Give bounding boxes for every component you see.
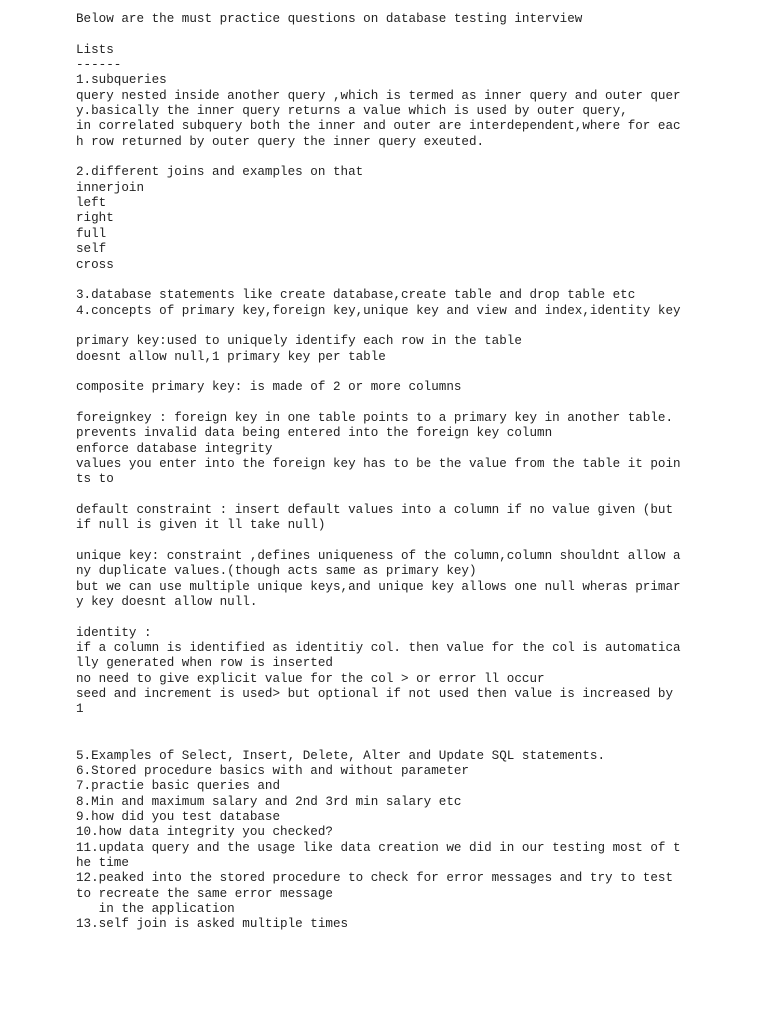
doc-line <box>76 150 756 165</box>
doc-line: left <box>76 196 107 211</box>
doc-line: default constraint : insert default values into a column if no value given (but <box>76 503 674 517</box>
doc-line: 8.Min and maximum salary and 2nd 3rd min salary etc <box>76 794 462 809</box>
doc-line: 7.practie basic queries and <box>76 779 281 794</box>
doc-line: composite primary key: is made of 2 or more columns <box>76 380 462 395</box>
doc-line: if a column is identified as identitiy col. then value for the col is automatica <box>76 641 681 656</box>
doc-line: 11.updata query and the usage like data creation we did in our testing most of t <box>76 840 681 855</box>
doc-line: 2.different joins and examples on that <box>76 165 364 180</box>
doc-line: primary key:used to uniquely identify each row in the table <box>76 334 522 349</box>
doc-line: right <box>76 211 114 226</box>
doc-line <box>76 319 756 334</box>
doc-line: 1.subqueries <box>76 73 167 88</box>
doc-line <box>76 718 756 733</box>
doc-line: innerjoin <box>76 180 145 195</box>
doc-line: no need to give explicit value for the col > or error ll occur <box>76 671 545 686</box>
doc-line: cross <box>76 257 114 272</box>
doc-line: 6.Stored procedure basics with and without parameter <box>76 763 469 778</box>
doc-line: query nested inside another query ,which is termed as inner query and outer quer <box>76 88 681 103</box>
doc-line <box>76 273 756 288</box>
doc-line: foreignkey : foreign key in one table points to a primary key in another table. <box>76 410 674 425</box>
doc-line: but we can use multiple unique keys,and unique key allows one null wheras primar <box>76 579 681 594</box>
doc-line: lly generated when row is inserted <box>76 656 333 671</box>
doc-line: h row returned by outer query the inner query exeuted. <box>76 134 485 149</box>
doc-line: 10.how data integrity you checked? <box>76 825 333 840</box>
doc-line: ny duplicate values.(though acts same as primary key) <box>76 564 477 579</box>
doc-line: in correlated subquery both the inner and outer are interdependent,where for eac <box>76 119 681 134</box>
doc-line: to recreate the same error message <box>76 886 333 901</box>
doc-line: 4.concepts of primary key,foreign key,unique key and view and index,identity key <box>76 303 681 318</box>
doc-line: Lists <box>76 42 114 57</box>
doc-line <box>76 27 756 42</box>
doc-line: prevents invalid data being entered into the foreign key column <box>76 426 553 441</box>
doc-line: 5.Examples of Select, Insert, Delete, Alter and Update SQL statements. <box>76 748 606 763</box>
doc-line: in the application <box>76 901 235 916</box>
doc-line <box>76 488 756 503</box>
doc-line <box>76 610 756 625</box>
doc-line: 9.how did you test database <box>76 809 281 824</box>
doc-line: self <box>76 242 107 257</box>
doc-line: ts to <box>76 472 114 487</box>
doc-line: if null is given it ll take null) <box>76 518 326 533</box>
doc-line: y.basically the inner query returns a value which is used by outer query, <box>76 104 628 119</box>
doc-line: 1 <box>76 702 84 717</box>
doc-line: unique key: constraint ,defines uniqueness of the column,column shouldnt allow a <box>76 549 681 564</box>
doc-line <box>76 733 756 748</box>
doc-line: ------ <box>76 58 122 73</box>
doc-line: seed and increment is used> but optional if not used then value is increased by <box>76 687 674 702</box>
doc-line: enforce database integrity <box>76 441 273 456</box>
doc-line: full <box>76 226 107 241</box>
doc-line: 12.peaked into the stored procedure to check for error messages and try to test <box>76 871 674 886</box>
doc-line: Below are the must practice questions on database testing interview <box>76 12 583 26</box>
doc-line <box>76 534 756 549</box>
doc-line: y key doesnt allow null. <box>76 595 258 610</box>
doc-line <box>76 396 756 411</box>
doc-line: 13.self join is asked multiple times <box>76 917 349 932</box>
doc-line: identity : <box>76 625 152 640</box>
doc-line <box>76 365 756 380</box>
doc-line: he time <box>76 855 129 870</box>
doc-line: 3.database statements like create database,create table and drop table etc <box>76 288 636 303</box>
doc-line: values you enter into the foreign key has to be the value from the table it poin <box>76 456 681 471</box>
doc-line: doesnt allow null,1 primary key per table <box>76 349 386 364</box>
document-page <box>76 12 756 933</box>
